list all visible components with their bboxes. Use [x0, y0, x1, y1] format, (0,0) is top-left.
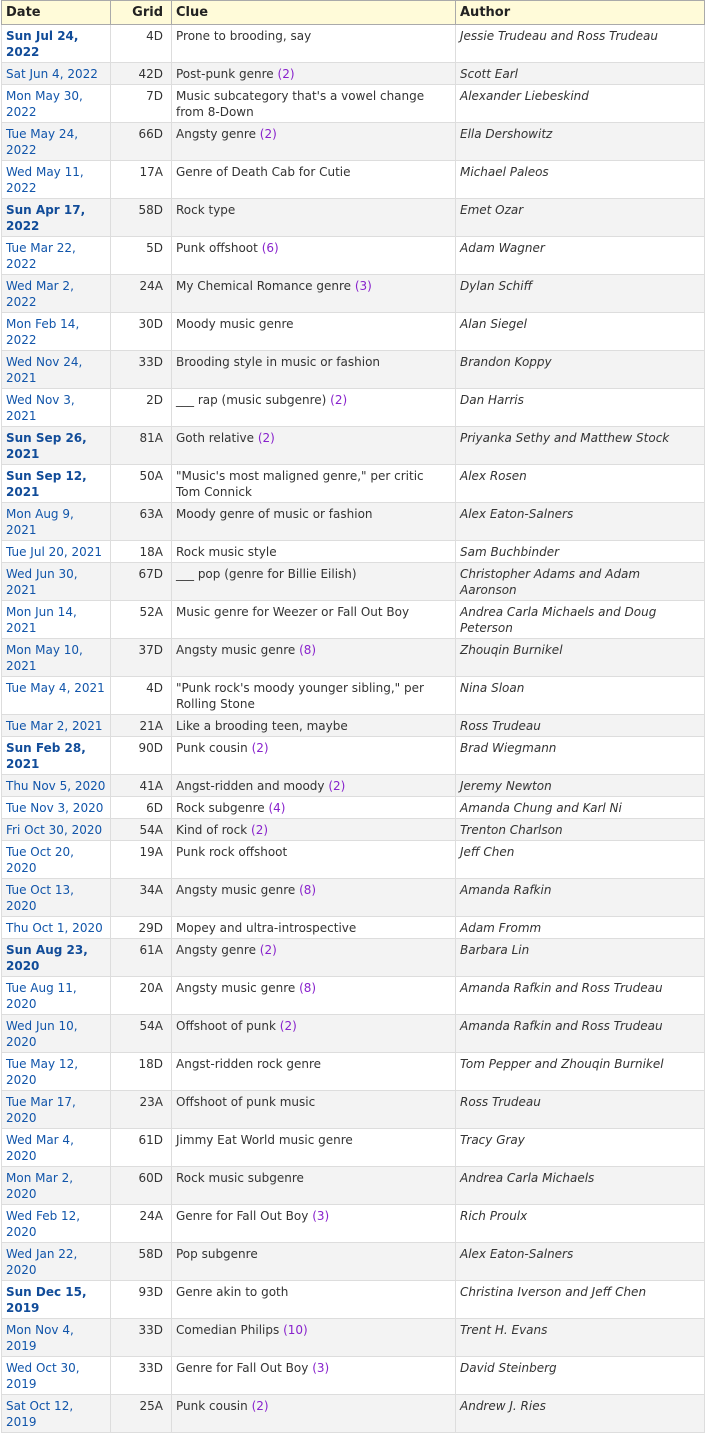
date-link[interactable]: Fri Oct 30, 2020 — [2, 819, 111, 841]
table-row — [2, 25, 705, 63]
clue-text: Post-punk genre — [176, 67, 274, 81]
author-cell: Sam Buchbinder — [456, 541, 705, 563]
clue-cell — [172, 677, 456, 715]
table-row — [2, 161, 705, 199]
clue-cell — [172, 63, 456, 85]
clue-count-link[interactable]: (3) — [312, 1361, 330, 1375]
table-row — [2, 775, 705, 797]
date-link[interactable]: Mon Jun 14, 2021 — [2, 601, 111, 639]
clue-text: Genre for Fall Out Boy — [176, 1209, 309, 1223]
date-link[interactable]: Mon May 10, 2021 — [2, 639, 111, 677]
clue-count-link[interactable]: (8) — [299, 981, 317, 995]
grid-cell: 4D — [111, 25, 172, 63]
clue-cell — [172, 1091, 456, 1129]
clue-text: "Punk rock's moody younger sibling," per Rolling Stone — [176, 681, 424, 711]
date-link[interactable]: Tue Oct 13, 2020 — [2, 879, 111, 917]
clue-text: My Chemical Romance genre — [176, 279, 352, 293]
date-link[interactable]: Tue Mar 22, 2022 — [2, 237, 111, 275]
author-cell: Christina Iverson and Jeff Chen — [456, 1281, 705, 1319]
clue-cell — [172, 465, 456, 503]
grid-cell: 30D — [111, 313, 172, 351]
clue-text: Mopey and ultra-introspective — [176, 921, 357, 935]
author-cell: Trenton Charlson — [456, 819, 705, 841]
grid-cell: 18A — [111, 541, 172, 563]
clue-table — [1, 0, 705, 1433]
grid-cell: 33D — [111, 351, 172, 389]
grid-cell: 17A — [111, 161, 172, 199]
clue-text: Angsty music genre — [176, 643, 296, 657]
grid-cell: 29D — [111, 917, 172, 939]
clue-text: Angsty music genre — [176, 981, 296, 995]
author-cell: Amanda Chung and Karl Ni — [456, 797, 705, 819]
grid-cell: 61D — [111, 1129, 172, 1167]
clue-count-link[interactable]: (2) — [251, 1399, 269, 1413]
grid-cell: 93D — [111, 1281, 172, 1319]
col-header-author[interactable]: Author — [456, 1, 705, 25]
grid-cell: 24A — [111, 275, 172, 313]
author-cell: Alex Eaton-Salners — [456, 1243, 705, 1281]
grid-cell: 33D — [111, 1357, 172, 1395]
date-link[interactable]: Sat Jun 4, 2022 — [2, 63, 111, 85]
clue-text: Angsty genre — [176, 943, 256, 957]
date-link[interactable]: Mon Nov 4, 2019 — [2, 1319, 111, 1357]
author-cell: Ross Trudeau — [456, 1091, 705, 1129]
clue-cell — [172, 737, 456, 775]
date-link[interactable]: Mon Aug 9, 2021 — [2, 503, 111, 541]
date-link[interactable]: Wed Nov 3, 2021 — [2, 389, 111, 427]
author-cell: Alex Eaton-Salners — [456, 503, 705, 541]
date-link[interactable]: Sun Aug 23, 2020 — [2, 939, 111, 977]
date-link[interactable]: Mon May 30, 2022 — [2, 85, 111, 123]
clue-cell — [172, 1319, 456, 1357]
author-cell: Ella Dershowitz — [456, 123, 705, 161]
date-link[interactable]: Wed Jan 22, 2020 — [2, 1243, 111, 1281]
clue-cell — [172, 1167, 456, 1205]
author-cell: Alex Rosen — [456, 465, 705, 503]
date-link[interactable]: Wed Oct 30, 2019 — [2, 1357, 111, 1395]
clue-cell — [172, 1053, 456, 1091]
col-header-grid[interactable]: Grid — [111, 1, 172, 25]
clue-text: Kind of rock — [176, 823, 248, 837]
date-link[interactable]: Sat Oct 12, 2019 — [2, 1395, 111, 1433]
clue-text: Rock type — [176, 203, 236, 217]
table-row — [2, 917, 705, 939]
grid-cell: 21A — [111, 715, 172, 737]
clue-cell — [172, 819, 456, 841]
clue-text: Prone to brooding, say — [176, 29, 312, 43]
clue-text: Comedian Philips — [176, 1323, 280, 1337]
table-row — [2, 841, 705, 879]
date-link[interactable]: Thu Oct 1, 2020 — [2, 917, 111, 939]
author-cell: Adam Fromm — [456, 917, 705, 939]
table-row — [2, 313, 705, 351]
grid-cell: 7D — [111, 85, 172, 123]
clue-cell — [172, 841, 456, 879]
author-cell: Michael Paleos — [456, 161, 705, 199]
clue-text: Moody music genre — [176, 317, 294, 331]
clue-cell — [172, 939, 456, 977]
date-link[interactable]: Wed Nov 24, 2021 — [2, 351, 111, 389]
table-row — [2, 1167, 705, 1205]
clue-text: Goth relative — [176, 431, 255, 445]
clue-count-link[interactable]: (6) — [261, 241, 279, 255]
clue-cell — [172, 775, 456, 797]
clue-cell — [172, 917, 456, 939]
clue-text: ___ pop (genre for Billie Eilish) — [176, 567, 357, 581]
clue-cell — [172, 427, 456, 465]
date-link[interactable]: Tue Jul 20, 2021 — [2, 541, 111, 563]
clue-cell — [172, 977, 456, 1015]
clue-cell — [172, 313, 456, 351]
date-link[interactable]: Mon Feb 14, 2022 — [2, 313, 111, 351]
clue-text: Rock subgenre — [176, 801, 265, 815]
date-link[interactable]: Wed Mar 2, 2022 — [2, 275, 111, 313]
table-row — [2, 1053, 705, 1091]
table-row — [2, 237, 705, 275]
col-header-clue[interactable]: Clue — [172, 1, 456, 25]
clue-count-link[interactable]: (2) — [330, 393, 348, 407]
grid-cell: 34A — [111, 879, 172, 917]
grid-cell: 25A — [111, 1395, 172, 1433]
grid-cell: 63A — [111, 503, 172, 541]
table-row — [2, 977, 705, 1015]
date-link[interactable]: Sun Dec 15, 2019 — [2, 1281, 111, 1319]
clue-text: ___ rap (music subgenre) — [176, 393, 327, 407]
grid-cell: 52A — [111, 601, 172, 639]
date-link[interactable]: Sun Sep 26, 2021 — [2, 427, 111, 465]
author-cell: Jessie Trudeau and Ross Trudeau — [456, 25, 705, 63]
author-cell: Andrew J. Ries — [456, 1395, 705, 1433]
date-link[interactable]: Wed Jun 10, 2020 — [2, 1015, 111, 1053]
clue-cell — [172, 541, 456, 563]
date-link[interactable]: Sun Jul 24, 2022 — [2, 25, 111, 63]
clue-cell — [172, 237, 456, 275]
clue-text: Offshoot of punk music — [176, 1095, 316, 1109]
clue-text: Angst-ridden rock genre — [176, 1057, 322, 1071]
clue-text: Punk rock offshoot — [176, 845, 288, 859]
table-row — [2, 389, 705, 427]
date-link[interactable]: Tue May 12, 2020 — [2, 1053, 111, 1091]
date-link[interactable]: Thu Nov 5, 2020 — [2, 775, 111, 797]
author-cell: Andrea Carla Michaels and Doug Peterson — [456, 601, 705, 639]
clue-cell — [172, 715, 456, 737]
clue-cell — [172, 1281, 456, 1319]
grid-cell: 37D — [111, 639, 172, 677]
clue-text: Moody genre of music or fashion — [176, 507, 373, 521]
table-row — [2, 1281, 705, 1319]
clue-text: Punk offshoot — [176, 241, 258, 255]
author-cell: Alan Siegel — [456, 313, 705, 351]
clue-text: Rock music subgenre — [176, 1171, 304, 1185]
clue-text: Offshoot of punk — [176, 1019, 276, 1033]
clue-text: Like a brooding teen, maybe — [176, 719, 348, 733]
grid-cell: 66D — [111, 123, 172, 161]
table-row — [2, 639, 705, 677]
table-row — [2, 677, 705, 715]
table-row — [2, 737, 705, 775]
date-link[interactable]: Tue May 4, 2021 — [2, 677, 111, 715]
author-cell: David Steinberg — [456, 1357, 705, 1395]
author-cell: Scott Earl — [456, 63, 705, 85]
clue-count-link[interactable]: (2) — [257, 431, 275, 445]
date-link[interactable]: Sun Apr 17, 2022 — [2, 199, 111, 237]
author-cell: Emet Ozar — [456, 199, 705, 237]
author-cell: Alexander Liebeskind — [456, 85, 705, 123]
clue-text: Angst-ridden and moody — [176, 779, 325, 793]
grid-cell: 60D — [111, 1167, 172, 1205]
table-row — [2, 797, 705, 819]
date-link[interactable]: Sun Sep 12, 2021 — [2, 465, 111, 503]
author-cell: Christopher Adams and Adam Aaronson — [456, 563, 705, 601]
table-row — [2, 1129, 705, 1167]
grid-cell: 58D — [111, 1243, 172, 1281]
date-link[interactable]: Wed Mar 4, 2020 — [2, 1129, 111, 1167]
author-cell: Tom Pepper and Zhouqin Burnikel — [456, 1053, 705, 1091]
clue-cell — [172, 275, 456, 313]
date-link[interactable]: Tue Oct 20, 2020 — [2, 841, 111, 879]
author-cell: Trent H. Evans — [456, 1319, 705, 1357]
clue-cell — [172, 1243, 456, 1281]
table-row — [2, 601, 705, 639]
clue-text: Punk cousin — [176, 741, 248, 755]
author-cell: Tracy Gray — [456, 1129, 705, 1167]
table-row — [2, 123, 705, 161]
clue-count-link[interactable]: (2) — [279, 1019, 297, 1033]
grid-cell: 90D — [111, 737, 172, 775]
author-cell: Nina Sloan — [456, 677, 705, 715]
grid-cell: 4D — [111, 677, 172, 715]
table-row — [2, 199, 705, 237]
grid-cell: 18D — [111, 1053, 172, 1091]
clue-cell — [172, 1205, 456, 1243]
author-cell: Amanda Rafkin — [456, 879, 705, 917]
author-cell: Amanda Rafkin and Ross Trudeau — [456, 977, 705, 1015]
clue-count-link[interactable]: (2) — [259, 943, 277, 957]
author-cell: Brad Wiegmann — [456, 737, 705, 775]
grid-cell: 67D — [111, 563, 172, 601]
table-row — [2, 427, 705, 465]
date-link[interactable]: Wed May 11, 2022 — [2, 161, 111, 199]
clue-text: Genre akin to goth — [176, 1285, 289, 1299]
table-row — [2, 1357, 705, 1395]
date-link[interactable]: Tue May 24, 2022 — [2, 123, 111, 161]
author-cell: Adam Wagner — [456, 237, 705, 275]
grid-cell: 19A — [111, 841, 172, 879]
date-link[interactable]: Tue Nov 3, 2020 — [2, 797, 111, 819]
col-header-date[interactable]: Date — [2, 1, 111, 25]
clue-cell — [172, 639, 456, 677]
clue-cell — [172, 351, 456, 389]
table-row — [2, 939, 705, 977]
clue-count-link[interactable]: (8) — [299, 883, 317, 897]
clue-text: Jimmy Eat World music genre — [176, 1133, 353, 1147]
author-cell: Jeff Chen — [456, 841, 705, 879]
clue-cell — [172, 601, 456, 639]
grid-cell: 81A — [111, 427, 172, 465]
table-row — [2, 503, 705, 541]
clue-cell — [172, 1357, 456, 1395]
table-row — [2, 1319, 705, 1357]
grid-cell: 50A — [111, 465, 172, 503]
grid-cell: 54A — [111, 819, 172, 841]
table-row — [2, 715, 705, 737]
clue-text: Genre of Death Cab for Cutie — [176, 165, 351, 179]
clue-cell — [172, 389, 456, 427]
clue-cell — [172, 161, 456, 199]
clue-cell — [172, 85, 456, 123]
clue-cell — [172, 1395, 456, 1433]
author-cell: Priyanka Sethy and Matthew Stock — [456, 427, 705, 465]
grid-cell: 41A — [111, 775, 172, 797]
clue-text: Brooding style in music or fashion — [176, 355, 381, 369]
clue-text: Music subcategory that's a vowel change from 8-Down — [176, 89, 425, 119]
grid-cell: 33D — [111, 1319, 172, 1357]
author-cell: Amanda Rafkin and Ross Trudeau — [456, 1015, 705, 1053]
clue-cell — [172, 1129, 456, 1167]
grid-cell: 24A — [111, 1205, 172, 1243]
clue-count-link[interactable]: (3) — [354, 279, 372, 293]
author-cell: Brandon Koppy — [456, 351, 705, 389]
clue-text: Angsty music genre — [176, 883, 296, 897]
clue-text: Music genre for Weezer or Fall Out Boy — [176, 605, 410, 619]
author-cell: Andrea Carla Michaels — [456, 1167, 705, 1205]
clue-cell — [172, 879, 456, 917]
table-body — [2, 25, 705, 1433]
table-row — [2, 1243, 705, 1281]
grid-cell: 20A — [111, 977, 172, 1015]
clue-cell — [172, 563, 456, 601]
grid-cell: 5D — [111, 237, 172, 275]
table-row — [2, 879, 705, 917]
author-cell: Rich Proulx — [456, 1205, 705, 1243]
date-link[interactable]: Mon Mar 2, 2020 — [2, 1167, 111, 1205]
grid-cell: 6D — [111, 797, 172, 819]
author-cell: Zhouqin Burnikel — [456, 639, 705, 677]
grid-cell: 42D — [111, 63, 172, 85]
grid-cell: 58D — [111, 199, 172, 237]
clue-cell — [172, 797, 456, 819]
header-row — [2, 1, 705, 25]
table-row — [2, 541, 705, 563]
author-cell: Jeremy Newton — [456, 775, 705, 797]
clue-count-link[interactable]: (3) — [312, 1209, 330, 1223]
date-link[interactable]: Tue Mar 2, 2021 — [2, 715, 111, 737]
table-row — [2, 1395, 705, 1433]
clue-text: Punk cousin — [176, 1399, 248, 1413]
date-link[interactable]: Wed Jun 30, 2021 — [2, 563, 111, 601]
table-row — [2, 85, 705, 123]
grid-cell: 61A — [111, 939, 172, 977]
clue-count-link[interactable]: (10) — [283, 1323, 308, 1337]
clue-text: Angsty genre — [176, 127, 256, 141]
clue-cell — [172, 503, 456, 541]
table-row — [2, 275, 705, 313]
clue-count-link[interactable]: (2) — [328, 779, 346, 793]
date-link[interactable]: Tue Mar 17, 2020 — [2, 1091, 111, 1129]
author-cell: Dan Harris — [456, 389, 705, 427]
clue-cell — [172, 1015, 456, 1053]
clue-cell — [172, 25, 456, 63]
table-row — [2, 63, 705, 85]
table-row — [2, 563, 705, 601]
table-row — [2, 465, 705, 503]
table-row — [2, 819, 705, 841]
clue-text: Genre for Fall Out Boy — [176, 1361, 309, 1375]
clue-count-link[interactable]: (2) — [251, 741, 269, 755]
grid-cell: 54A — [111, 1015, 172, 1053]
date-link[interactable]: Sun Feb 28, 2021 — [2, 737, 111, 775]
table-row — [2, 351, 705, 389]
clue-count-link[interactable]: (2) — [277, 67, 295, 81]
clue-cell — [172, 199, 456, 237]
table-row — [2, 1015, 705, 1053]
clue-count-link[interactable]: (4) — [268, 801, 286, 815]
table-row — [2, 1205, 705, 1243]
author-cell: Dylan Schiff — [456, 275, 705, 313]
date-link[interactable]: Wed Feb 12, 2020 — [2, 1205, 111, 1243]
clue-text: Pop subgenre — [176, 1247, 258, 1261]
table-row — [2, 1091, 705, 1129]
clue-count-link[interactable]: (2) — [259, 127, 277, 141]
grid-cell: 2D — [111, 389, 172, 427]
date-link[interactable]: Tue Aug 11, 2020 — [2, 977, 111, 1015]
clue-text: "Music's most maligned genre," per critic Tom Connick — [176, 469, 424, 499]
clue-count-link[interactable]: (8) — [299, 643, 317, 657]
clue-count-link[interactable]: (2) — [251, 823, 269, 837]
author-cell: Barbara Lin — [456, 939, 705, 977]
clue-cell — [172, 123, 456, 161]
clue-text: Rock music style — [176, 545, 277, 559]
grid-cell: 23A — [111, 1091, 172, 1129]
author-cell: Ross Trudeau — [456, 715, 705, 737]
